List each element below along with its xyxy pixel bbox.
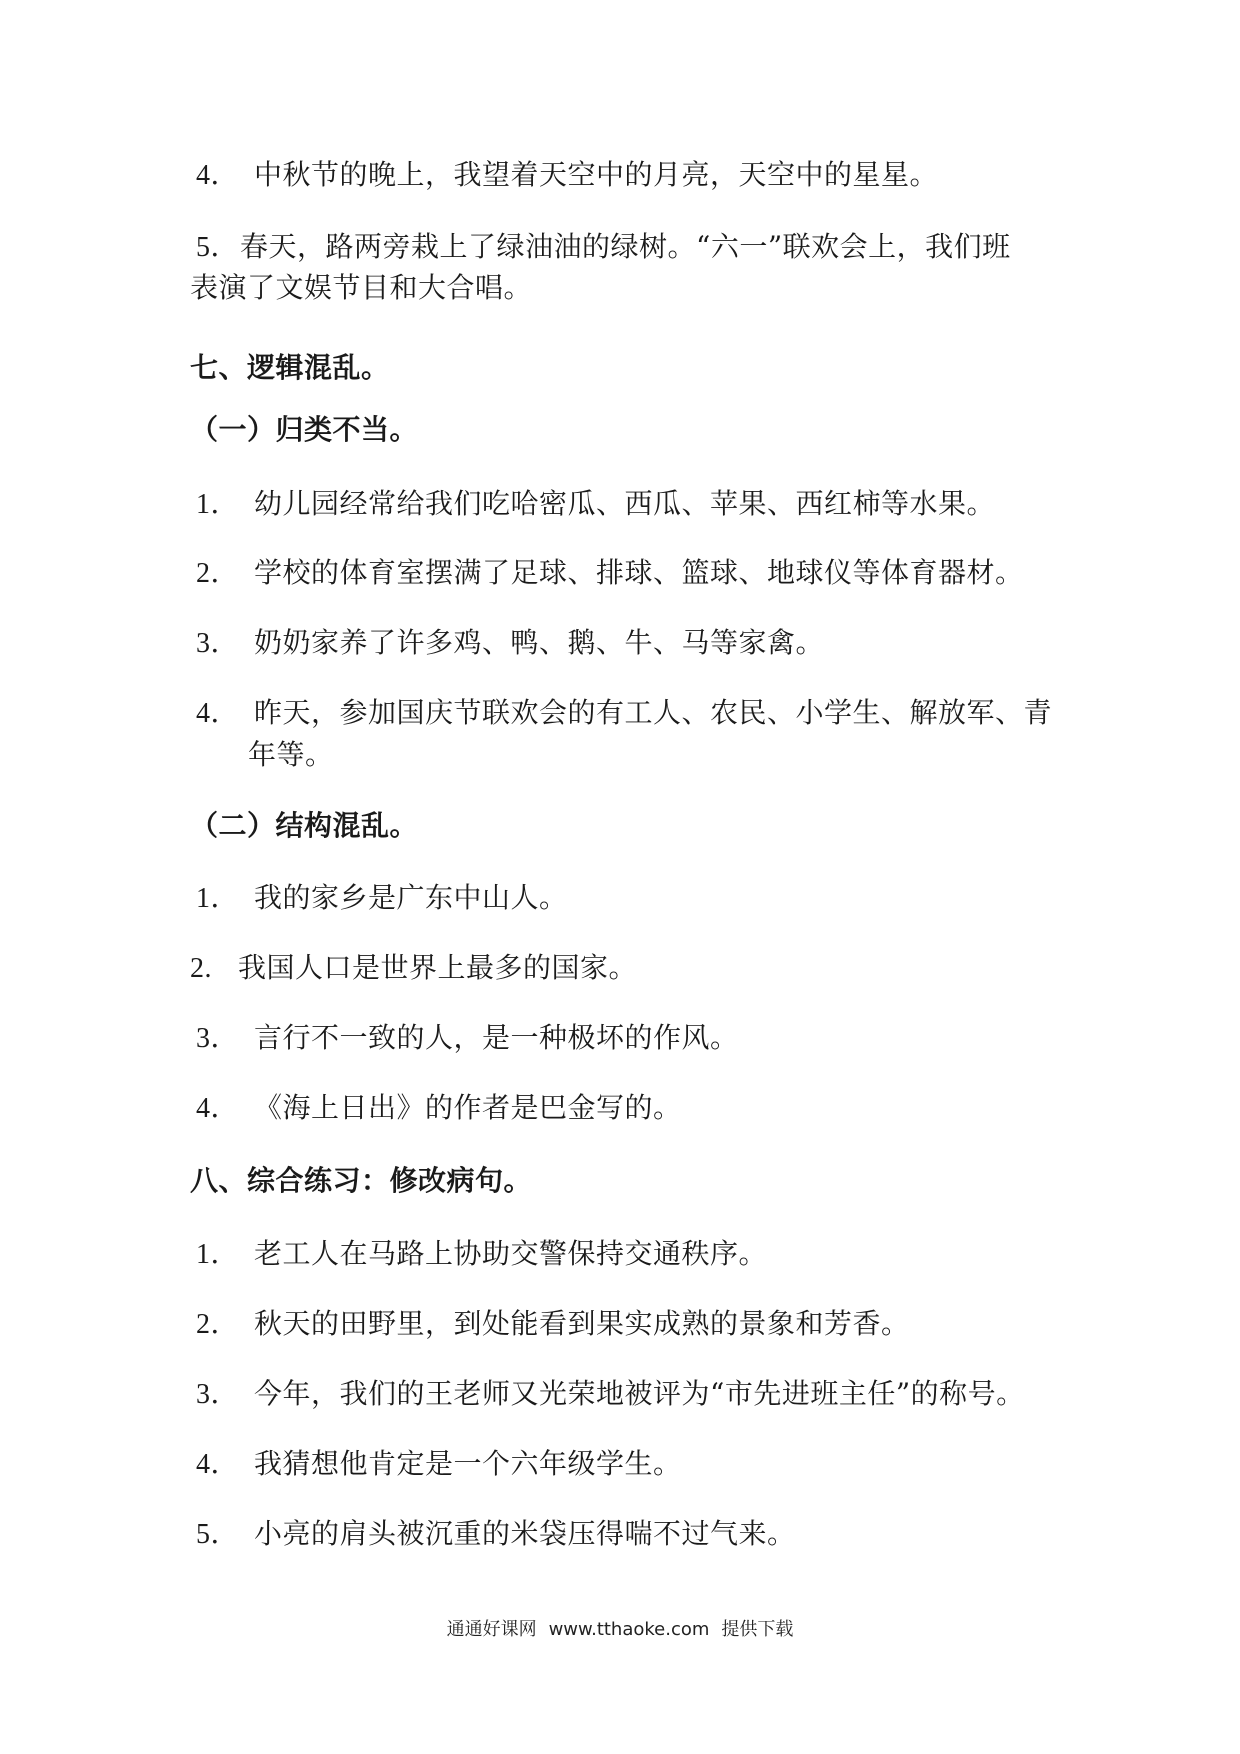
item-number: 5． — [196, 1519, 240, 1550]
section-8-heading: 八、综合练习：修改病句。 — [190, 1164, 533, 1197]
item-text: 秋天的田野里，到处能看到果实成熟的景象和芳香。 — [254, 1307, 910, 1340]
item-text: 我国人口是世界上最多的国家。 — [238, 951, 638, 984]
footer-url[interactable]: www.tthaoke.com — [548, 1619, 710, 1640]
item-text: 中秋节的晚上，我望着天空中的月亮，天空中的星星。 — [254, 158, 939, 191]
s8-item-5 — [196, 1516, 796, 1553]
s7a-item-4-cont — [248, 737, 334, 773]
s8-item-4 — [196, 1446, 682, 1483]
s7b-item-1 — [196, 880, 568, 917]
s6-item-5-cont — [190, 270, 532, 306]
s7b-item-3 — [196, 1020, 739, 1057]
page-footer — [0, 1618, 1240, 1642]
s8-item-3 — [196, 1376, 1025, 1413]
item-number: 2. — [190, 953, 212, 984]
item-text: 今年，我们的王老师又光荣地被评为“市先进班主任”的称号。 — [254, 1377, 1025, 1410]
item-number: 5． — [196, 232, 240, 263]
item-number: 4． — [196, 1449, 240, 1480]
s7a-item-3 — [196, 625, 824, 662]
s7b-item-4 — [196, 1090, 682, 1127]
item-text: 老工人在马路上协助交警保持交通秩序。 — [254, 1237, 768, 1270]
s8-item-2 — [196, 1306, 910, 1343]
item-text: 幼儿园经常给我们吃哈密瓜、西瓜、苹果、西红柿等水果。 — [254, 487, 996, 520]
item-number: 2． — [196, 1309, 240, 1340]
item-text: 言行不一致的人，是一种极坏的作风。 — [254, 1021, 739, 1054]
item-number: 4． — [196, 698, 240, 729]
item-number: 1． — [196, 883, 240, 914]
s7a-item-2 — [196, 555, 1024, 592]
item-number: 3． — [196, 1379, 240, 1410]
item-number: 3． — [196, 628, 240, 659]
item-text-line1: 昨天，参加国庆节联欢会的有工人、农民、小学生、解放军、青 — [254, 696, 1053, 729]
s7b-item-2 — [190, 950, 637, 987]
s6-item-5 — [196, 229, 1011, 266]
item-number: 1． — [196, 489, 240, 520]
item-text-line2: 表演了文娱节目和大合唱。 — [190, 271, 533, 304]
item-number: 4． — [196, 160, 240, 191]
s6-item-4 — [196, 157, 938, 194]
section-7-sub2-heading: （二）结构混乱。 — [190, 809, 419, 842]
footer-suffix: 提供下载 — [721, 1619, 794, 1640]
item-text-line2: 年等。 — [248, 738, 334, 771]
item-number: 1． — [196, 1239, 240, 1270]
item-text: 小亮的肩头被沉重的米袋压得喘不过气来。 — [254, 1517, 796, 1550]
item-text: 奶奶家养了许多鸡、鸭、鹅、牛、马等家禽。 — [254, 626, 825, 659]
section-7-sub1-heading: （一）归类不当。 — [190, 413, 419, 446]
item-text: 我猜想他肯定是一个六年级学生。 — [254, 1447, 682, 1480]
item-text-line1: 春天，路两旁栽上了绿油油的绿树。“六一”联欢会上，我们班 — [240, 230, 1011, 263]
item-text: 我的家乡是广东中山人。 — [254, 881, 568, 914]
item-text: 《海上日出》的作者是巴金写的。 — [254, 1091, 682, 1124]
s7a-item-4 — [196, 695, 1052, 732]
item-number: 3． — [196, 1023, 240, 1054]
item-text: 学校的体育室摆满了足球、排球、篮球、地球仪等体育器材。 — [254, 556, 1024, 589]
s8-item-1 — [196, 1236, 767, 1273]
item-number: 2． — [196, 558, 240, 589]
item-number: 4． — [196, 1093, 240, 1124]
s7a-item-1 — [196, 486, 995, 523]
footer-site-name: 通通好课网 — [446, 1619, 537, 1640]
section-7-heading: 七、逻辑混乱。 — [190, 351, 390, 384]
